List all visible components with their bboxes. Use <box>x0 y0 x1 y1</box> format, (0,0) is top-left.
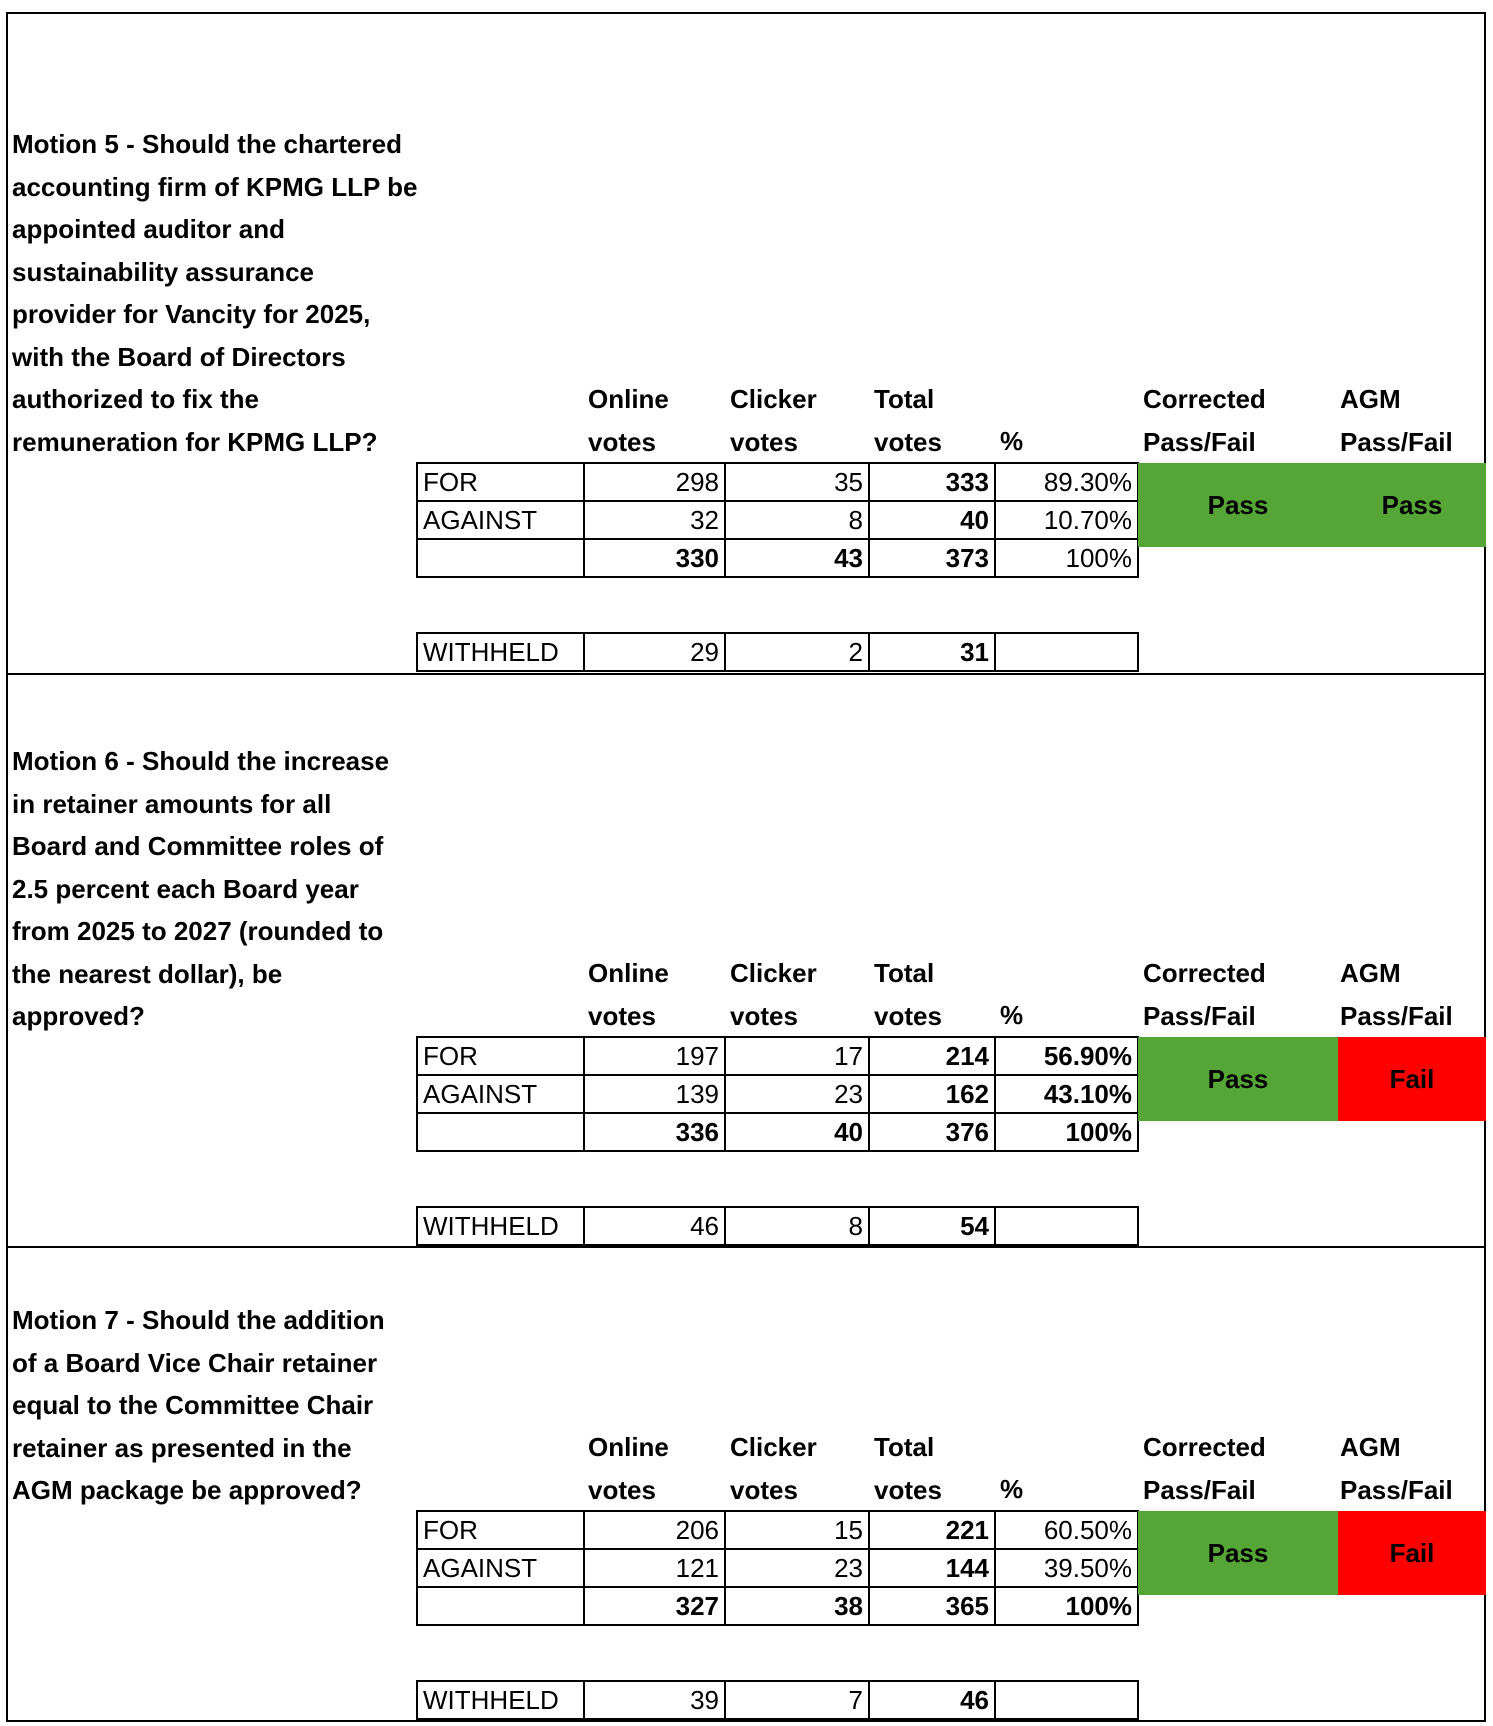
row-label: AGAINST <box>417 1075 584 1113</box>
col-header-total: Total votes <box>874 1432 942 1505</box>
total-votes: 46 <box>869 1681 995 1719</box>
table-row-withheld <box>417 633 1138 671</box>
percent: 56.90% <box>995 1037 1138 1075</box>
table-row-withheld <box>417 1207 1138 1245</box>
withheld-table <box>416 632 1139 672</box>
table-row-total <box>417 1587 1138 1625</box>
row-label: AGAINST <box>417 501 584 539</box>
row-label: WITHHELD <box>417 1207 584 1245</box>
col-header-online: Online votes <box>588 384 669 457</box>
clicker-votes: 23 <box>725 1549 869 1587</box>
vote-table <box>416 1036 1139 1152</box>
percent: 100% <box>995 1113 1138 1151</box>
withheld-table <box>416 1680 1139 1720</box>
online-votes: 121 <box>584 1549 725 1587</box>
total-votes: 144 <box>869 1549 995 1587</box>
col-header-corrected: Corrected Pass/Fail <box>1143 384 1266 457</box>
row-label: WITHHELD <box>417 1681 584 1719</box>
total-votes: 221 <box>869 1511 995 1549</box>
section-divider <box>6 1246 1486 1248</box>
online-votes: 139 <box>584 1075 725 1113</box>
table-row-against <box>417 1075 1138 1113</box>
total-votes: 373 <box>869 539 995 577</box>
motion-text: Motion 6 - Should the increase in retainer amounts for all Board and Committee roles of 2.5 percent each Board year from 2025 to 2027 (rounded to the nearest dollar), be approved? <box>12 746 390 1031</box>
row-label <box>417 1113 584 1151</box>
agm-status-badge: Pass <box>1338 463 1486 547</box>
table-row-against <box>417 1549 1138 1587</box>
total-votes: 40 <box>869 501 995 539</box>
row-label <box>417 539 584 577</box>
table-row-total <box>417 1113 1138 1151</box>
percent <box>995 633 1138 671</box>
clicker-votes: 38 <box>725 1587 869 1625</box>
total-votes: 333 <box>869 463 995 501</box>
col-header-pct: % <box>1000 1474 1024 1504</box>
corrected-status-badge: Pass <box>1138 1511 1338 1595</box>
table-row-for <box>417 1037 1138 1075</box>
online-votes: 32 <box>584 501 725 539</box>
table-row-total <box>417 539 1138 577</box>
motion-text: Motion 5 - Should the chartered accounting firm of KPMG LLP be appointed auditor and sustainability assurance provider for Vancity for 2025, with the Board of Directors authorized to fix the remuneration for KPMG LLP? <box>12 129 418 457</box>
percent: 89.30% <box>995 463 1138 501</box>
clicker-votes: 2 <box>725 633 869 671</box>
section-divider <box>6 673 1486 675</box>
corrected-status-badge: Pass <box>1138 1037 1338 1121</box>
table-row-withheld <box>417 1681 1138 1719</box>
percent: 60.50% <box>995 1511 1138 1549</box>
row-label: AGAINST <box>417 1549 584 1587</box>
online-votes: 298 <box>584 463 725 501</box>
table-row-against <box>417 501 1138 539</box>
total-votes: 376 <box>869 1113 995 1151</box>
row-label <box>417 1587 584 1625</box>
clicker-votes: 15 <box>725 1511 869 1549</box>
withheld-table <box>416 1206 1139 1246</box>
row-label: FOR <box>417 463 584 501</box>
percent: 43.10% <box>995 1075 1138 1113</box>
motion-text: Motion 7 - Should the addition of a Board Vice Chair retainer equal to the Committee Chair retainer as presented in the AGM package be approved? <box>12 1305 385 1505</box>
percent: 10.70% <box>995 501 1138 539</box>
online-votes: 46 <box>584 1207 725 1245</box>
percent <box>995 1681 1138 1719</box>
col-header-online: Online votes <box>588 1432 669 1505</box>
online-votes: 206 <box>584 1511 725 1549</box>
total-votes: 162 <box>869 1075 995 1113</box>
total-votes: 31 <box>869 633 995 671</box>
agm-status-badge: Fail <box>1338 1037 1486 1121</box>
col-header-agm: AGM Pass/Fail <box>1340 958 1453 1031</box>
corrected-status-badge: Pass <box>1138 463 1338 547</box>
col-header-clicker: Clicker votes <box>730 958 817 1031</box>
col-header-agm: AGM Pass/Fail <box>1340 384 1453 457</box>
clicker-votes: 17 <box>725 1037 869 1075</box>
vote-table <box>416 462 1139 578</box>
row-label: WITHHELD <box>417 633 584 671</box>
percent: 39.50% <box>995 1549 1138 1587</box>
vote-table <box>416 1510 1139 1626</box>
agm-status-badge: Fail <box>1338 1511 1486 1595</box>
percent: 100% <box>995 1587 1138 1625</box>
percent <box>995 1207 1138 1245</box>
col-header-total: Total votes <box>874 958 942 1031</box>
row-label: FOR <box>417 1037 584 1075</box>
col-header-online: Online votes <box>588 958 669 1031</box>
online-votes: 330 <box>584 539 725 577</box>
percent: 100% <box>995 539 1138 577</box>
clicker-votes: 8 <box>725 501 869 539</box>
clicker-votes: 43 <box>725 539 869 577</box>
clicker-votes: 8 <box>725 1207 869 1245</box>
clicker-votes: 35 <box>725 463 869 501</box>
total-votes: 54 <box>869 1207 995 1245</box>
total-votes: 214 <box>869 1037 995 1075</box>
online-votes: 39 <box>584 1681 725 1719</box>
col-header-total: Total votes <box>874 384 942 457</box>
online-votes: 29 <box>584 633 725 671</box>
col-header-corrected: Corrected Pass/Fail <box>1143 958 1266 1031</box>
col-header-pct: % <box>1000 1000 1024 1030</box>
table-row-for <box>417 463 1138 501</box>
col-header-clicker: Clicker votes <box>730 384 817 457</box>
online-votes: 197 <box>584 1037 725 1075</box>
clicker-votes: 7 <box>725 1681 869 1719</box>
clicker-votes: 23 <box>725 1075 869 1113</box>
online-votes: 336 <box>584 1113 725 1151</box>
col-header-corrected: Corrected Pass/Fail <box>1143 1432 1266 1505</box>
col-header-agm: AGM Pass/Fail <box>1340 1432 1453 1505</box>
row-label: FOR <box>417 1511 584 1549</box>
online-votes: 327 <box>584 1587 725 1625</box>
total-votes: 365 <box>869 1587 995 1625</box>
table-row-for <box>417 1511 1138 1549</box>
col-header-pct: % <box>1000 426 1024 456</box>
col-header-clicker: Clicker votes <box>730 1432 817 1505</box>
clicker-votes: 40 <box>725 1113 869 1151</box>
